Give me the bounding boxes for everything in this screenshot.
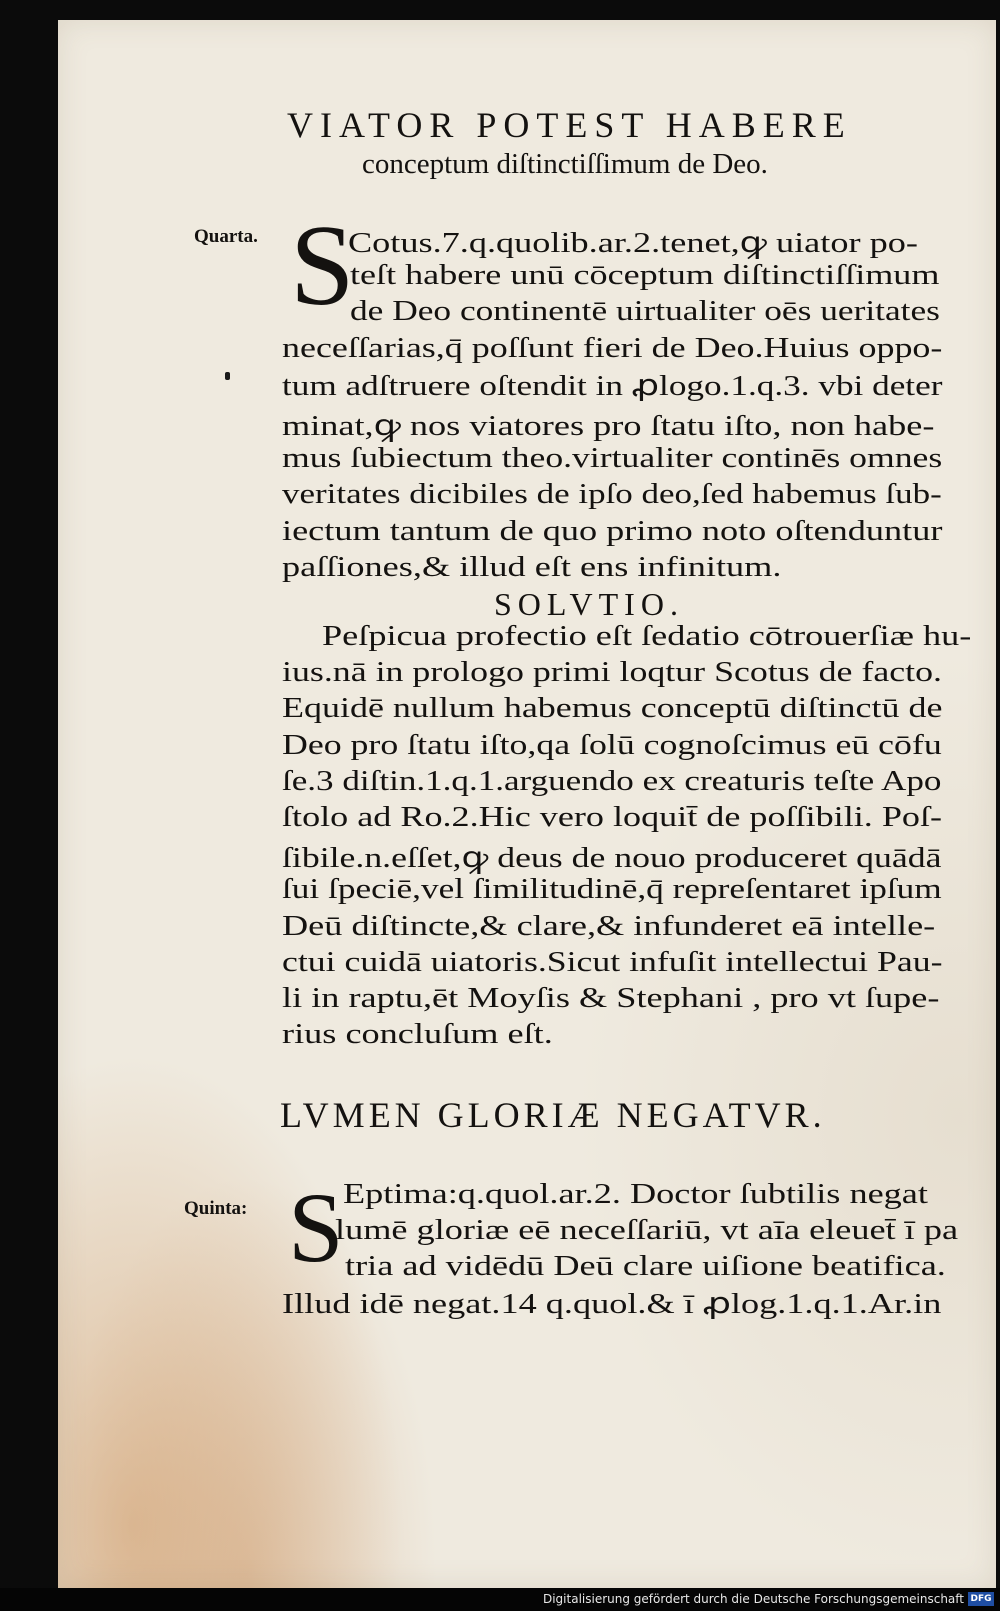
text-line: Deo pro ſtatu iſto,qa ſolū cognoſcimus eū cōfu	[282, 728, 942, 761]
text-line: Cotus.7.q.quolib.ar.2.tenet,ꝙ uiator po-	[348, 227, 918, 259]
text-line: iectum tantum de quo primo noto oſtenduntur	[282, 514, 943, 547]
section-heading-lumen: LVMEN GLORIÆ NEGATVR.	[280, 1095, 826, 1135]
text-line: li in raptu,ēt Moyſis & Stephani , pro vt ſupe-	[282, 982, 940, 1014]
ink-mark	[225, 372, 230, 380]
dfg-logo: DFG	[968, 1592, 994, 1606]
text-line: ſe.3 diſtin.1.q.1.arguendo ex creaturis teſte Apo	[282, 764, 942, 797]
section-subheading: conceptum diſtinctiſſimum de Deo.	[362, 148, 768, 180]
text-line: veritates dicibiles de ipſo deo,ſed habemus ſub-	[282, 478, 942, 511]
text-line: tria ad vidēdū Deū clare uiſione beatifica.	[345, 1250, 946, 1282]
text-line: Illud idē negat.14 q.quol.& ī ꝓlog.1.q.1.Ar.in	[282, 1288, 942, 1320]
text-line: ſibile.n.eſſet,ꝙ deus de nouo produceret quādā	[282, 842, 942, 875]
section-heading-solutio: SOLVTIO.	[494, 586, 684, 622]
drop-cap-s-2: S	[288, 1172, 344, 1283]
margin-note-quinta: Quinta:	[184, 1198, 248, 1219]
text-line: Equidē nullum habemus conceptū diſtinctū de	[282, 692, 943, 725]
text-line: teſt habere unū cōceptum diſtinctiſſimum	[350, 258, 940, 291]
margin-note-quarta: Quarta.	[194, 226, 258, 247]
section-heading-viator: VIATOR POTEST HABERE	[287, 105, 852, 145]
drop-cap-s: S	[290, 202, 355, 330]
text-line: minat,ꝙ nos viatores pro ſtatu iſto, non habe-	[282, 410, 935, 442]
text-line: ſtolo ad Ro.2.Hic vero loquit̄ de poſſibili. Poſ-	[282, 801, 943, 833]
text-line: Deū diſtincte,& clare,& infunderet eā intelle-	[282, 909, 936, 942]
text-line: Peſpicua profectio eſt ſedatio cōtrouerſiæ hu-	[322, 620, 972, 652]
text-line: de Deo continentē uirtualiter oēs ueritates	[350, 295, 940, 328]
text-line: ctui cuidā uiatoris.Sicut infuſit intellectui Pau-	[282, 945, 943, 978]
text-line: rius concluſum eſt.	[282, 1018, 553, 1051]
text-line: paſſiones,& illud eſt ens infinitum.	[282, 551, 782, 584]
text-line: lumē gloriæ eē neceſſariū, vt aīa eleuet̄ ī pa	[335, 1214, 959, 1246]
text-line: ius.nā in prologo primi loqtur Scotus de facto.	[282, 656, 943, 689]
text-line: neceſſarias,q̄ poſſunt fieri de Deo.Huius oppo-	[282, 331, 943, 364]
text-line: mus ſubiectum theo.virtualiter continēs omnes	[282, 441, 943, 474]
text-line: Eptima:q.quol.ar.2. Doctor ſubtilis negat	[343, 1178, 928, 1210]
text-line: tum adſtruere oſtendit in ꝓlogo.1.q.3. vbi deter	[282, 370, 943, 403]
funding-credit: Digitalisierung gefördert durch die Deutsche Forschungsgemeinschaft	[542, 1592, 964, 1606]
text-line: ſui ſpeciē,vel ſimilitudinē,q̄ repreſentaret ipſum	[282, 873, 942, 906]
